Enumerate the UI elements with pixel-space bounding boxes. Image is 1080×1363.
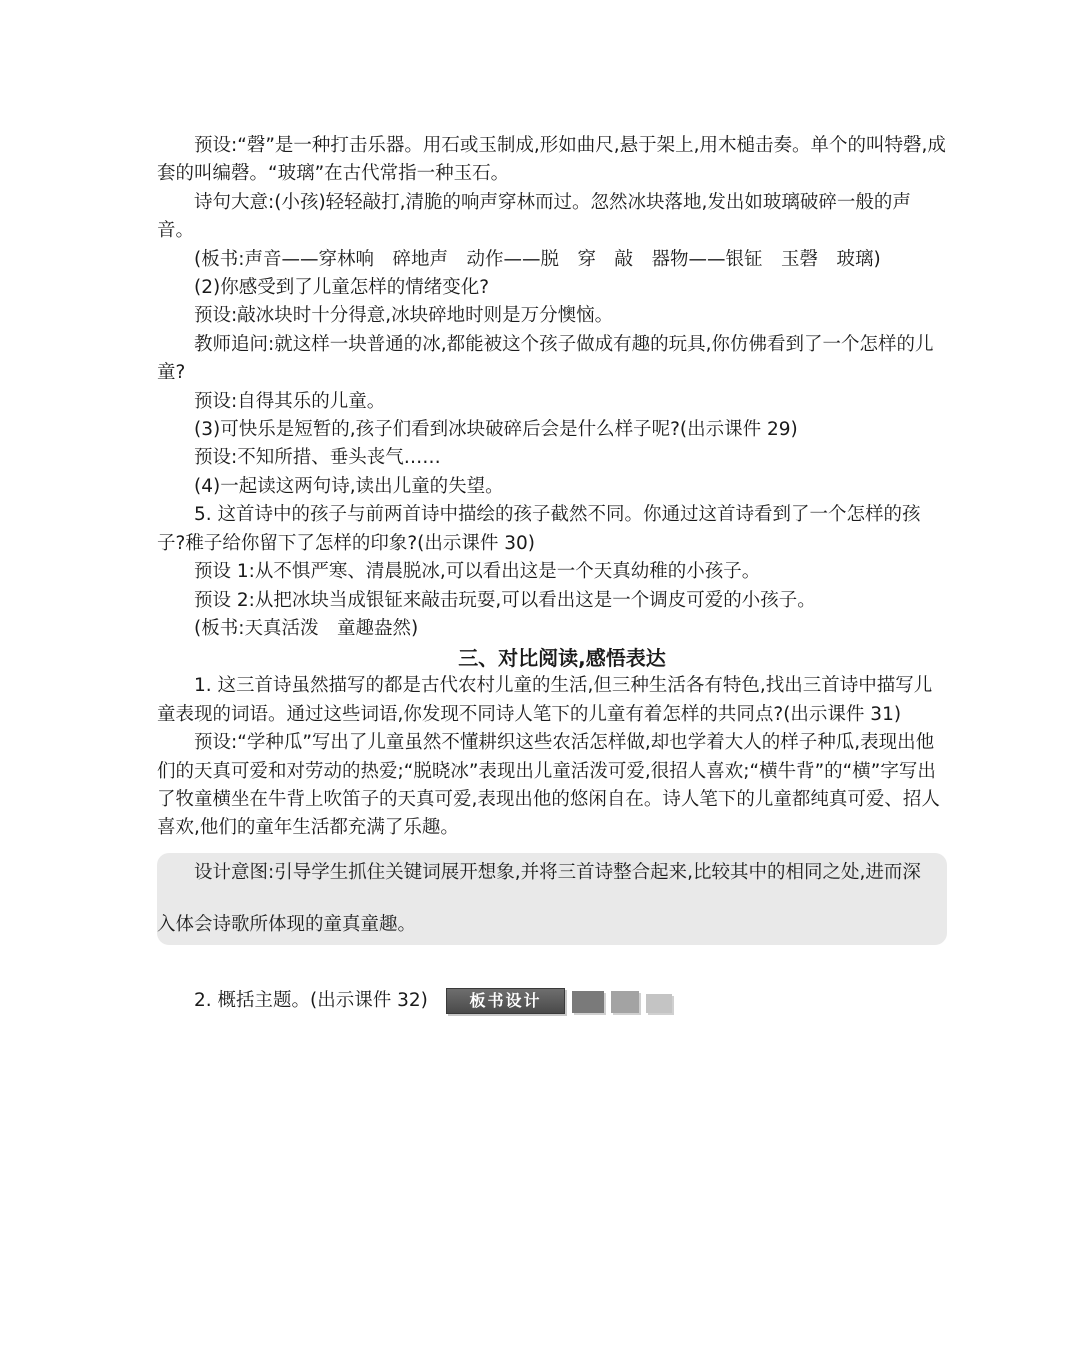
- preset-1: 预设 1:从不惧严寒、清晨脱冰,可以看出这是一个天真幼稚的小孩子。: [194, 561, 761, 583]
- board-note-sounds: (板书:声音——穿林响 碎地声 动作——脱 穿 敲 器物——银钲 玉磬 玻璃): [194, 248, 881, 270]
- question-after-breaking: (3)可快乐是短暂的,孩子们看到冰块破碎后会是什么样子呢?(出示课件 29): [194, 419, 798, 441]
- design-intent-line1: 设计意图:引导学生抓住关键词展开想象,并将三首诗整合起来,比较其中的相同之处,进而深: [194, 861, 921, 883]
- poem-meaning: 诗句大意:(小孩)轻轻敲打,清脆的响声穿林而过。忽然冰块落地,发出如玻璃破碎一般的声音。: [157, 191, 911, 242]
- banner-square-dark: [572, 991, 604, 1013]
- banner-square-light: [646, 994, 672, 1013]
- section-heading: 三、对比阅读,感悟表达: [458, 646, 666, 671]
- preset-2: 预设 2:从把冰块当成银钲来敲击玩耍,可以看出这是一个调皮可爱的小孩子。: [194, 589, 816, 611]
- preset-compare: 预设:“学种瓜”写出了儿童虽然不懂耕织这些农活怎样做,却也学着大人的样子种瓜,表现出他们的天真可爱和对劳动的热爱;“脱晓冰”表现出儿童活泼可爱,很招人喜欢;“横牛背”的“横”字写出了牧童横坐在牛背上吹笛子的天真可爱,表现出他的悠闲自在。诗人笔下的儿童都纯真可爱、招人喜欢,他们的童年生活都充满了乐趣。: [157, 732, 940, 839]
- teacher-followup: 教师追问:就这样一块普通的冰,都能被这个孩子做成有趣的玩具,你仿佛看到了一个怎样的儿童?: [157, 333, 934, 384]
- design-intent-box: [157, 853, 947, 945]
- banner-square-medium: [611, 991, 639, 1013]
- question-1-compare: 1. 这三首诗虽然描写的都是古代农村儿童的生活,但三种生活各有特色,找出三首诗中描写儿童表现的词语。通过这些词语,你发现不同诗人笔下的儿童有着怎样的共同点?(出示课件 31): [157, 675, 933, 725]
- summary-item: 2. 概括主题。(出示课件 32): [194, 989, 428, 1011]
- preset-emotion: 预设:敲冰块时十分得意,冰块碎地时则是万分懊恼。: [194, 305, 614, 327]
- read-together: (4)一起读这两句诗,读出儿童的失望。: [194, 475, 504, 497]
- preset-at-a-loss: 预设:不知所措、垂头丧气……: [194, 447, 441, 469]
- banner-label: 板书设计: [446, 988, 565, 1014]
- question-emotion-change: (2)你感受到了儿童怎样的情绪变化?: [194, 277, 490, 299]
- question-5-child-impression: 5. 这首诗中的孩子与前两首诗中描绘的孩子截然不同。你通过这首诗看到了一个怎样的孩子?稚子给你留下了怎样的印象?(出示课件 30): [157, 504, 921, 554]
- preset-qing-explanation: 预设:“磬”是一种打击乐器。用石或玉制成,形如曲尺,悬于架上,用木槌击奏。单个的叫特磬,成套的叫编磬。“玻璃”在古代常指一种玉石。: [157, 135, 946, 185]
- preset-self-amused: 预设:自得其乐的儿童。: [194, 390, 386, 412]
- board-note-innocent: (板书:天真活泼 童趣盎然): [194, 617, 419, 639]
- lesson-content: [157, 132, 947, 1015]
- design-intent-line2: 入体会诗歌所体现的童真童趣。: [157, 913, 417, 935]
